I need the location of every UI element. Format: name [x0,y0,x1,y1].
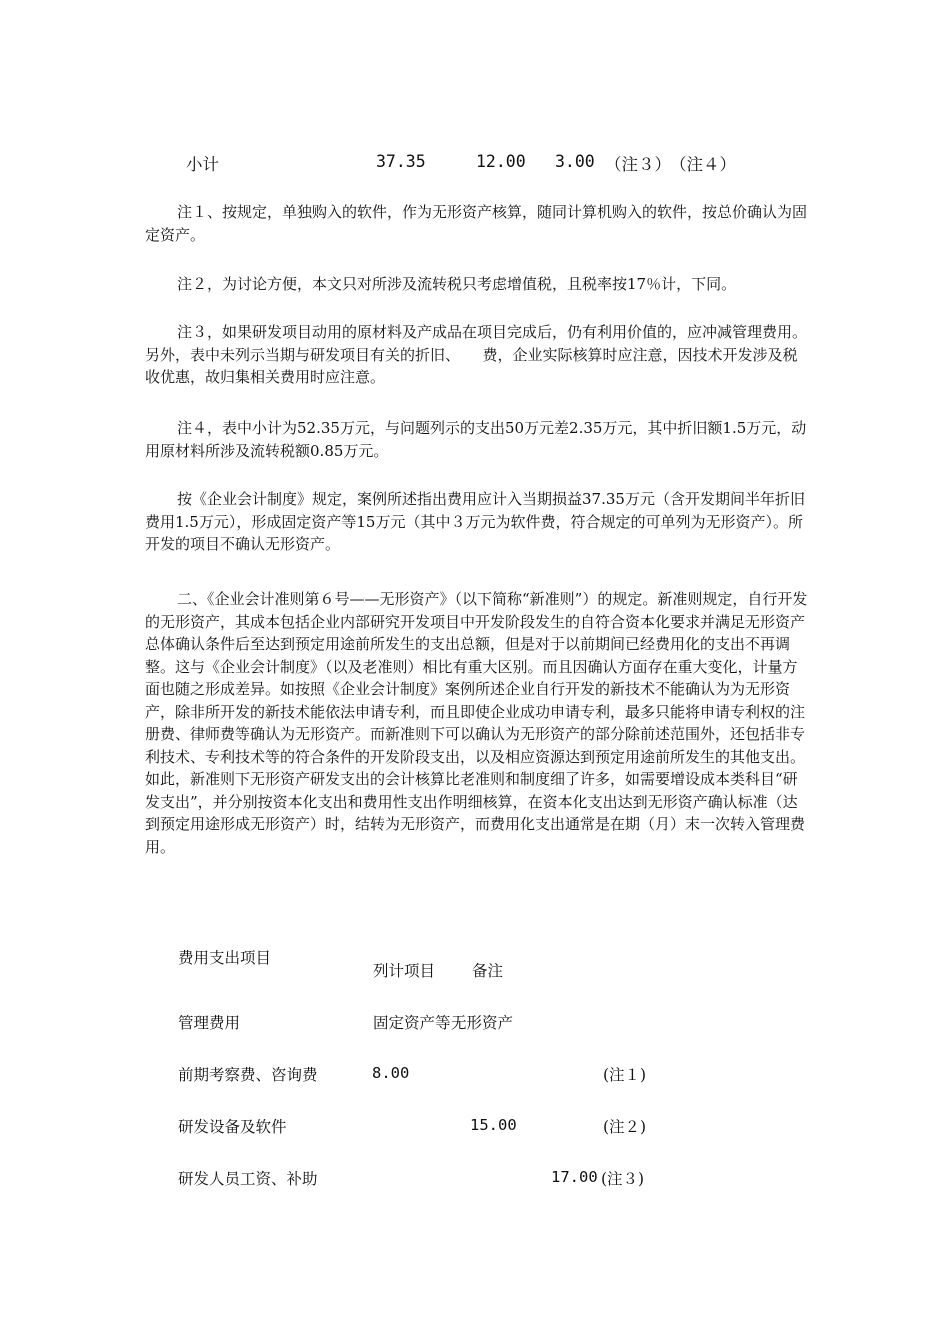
table-header-item: 费用支出项目 [178,949,272,967]
row-mgmt: 8.00 [372,1064,410,1082]
note-4-text: 注４，表中小计为52.35万元，与问题列示的支出50万元差2.35万元，其中折旧额1.5万元，动用原材料所涉及流转税额0.85万元。 [145,419,807,460]
note-2 [145,273,810,296]
table-header-remark: 备注 [472,962,504,980]
row-remark: (注２) [603,1118,647,1136]
row-item: 前期考察费、咨询费 [178,1066,318,1084]
table-header-listed: 列计项目 [373,962,436,980]
note-2-text: 注２，为讨论方便，本文只对所涉及流转税只考虑增值税，且税率按17％计，下同。 [177,275,737,293]
subtotal-value-2: 12.00 [476,152,526,171]
row-remark: (注１) [603,1066,647,1084]
note-1 [145,201,810,246]
row-item: 研发人员工资、补助 [178,1170,318,1188]
paragraph-enterprise-system [145,488,835,556]
subtotal-note-4: （注４） [670,155,736,174]
note-1-text: 注１、按规定，单独购入的软件，作为无形资产核算，随同计算机购入的软件，按总价确认为固定资产。 [145,203,808,244]
paragraph-new-standard [145,588,810,858]
subtotal-value-1: 37.35 [376,152,426,171]
table-subheader-intangible: 无形资产 [451,1014,514,1032]
row-intangible: 17.00 [551,1168,598,1186]
subtotal-label: 小计 [186,155,219,174]
table-subheader-fixed: 固定资产等 [373,1014,451,1032]
table-subheader-mgmt: 管理费用 [178,1014,241,1032]
note-4 [145,417,810,462]
paragraph-1-text: 按《企业会计制度》规定，案例所述指出费用应计入当期损益37.35万元（含开发期间半年折旧 费用1.5万元），形成固定资产等15万元（其中３万元为软件费，符合规定的可单列为无形资产）。所开发的项目不确认无形资产。 [145,490,835,553]
row-item: 研发设备及软件 [178,1118,287,1136]
note-3 [145,321,810,389]
subtotal-note-3: （注３） [605,155,671,174]
subtotal-value-3: 3.00 [555,152,595,171]
row-remark: (注３) [601,1170,645,1188]
paragraph-2-text: 二、《企业会计准则第６号——无形资产》（以下简称“新准则”）的规定。新准则规定，自行开发的无形资产，其成本包括企业内部研究开发项目中开发阶段发生的自符合资本化要求并满足无形资产总体确认条件后至达到预定用途前所发生的支出总额，但是对于以前期间已经费用化的支出不再调整。这与《企业会计制度》（以及老准则）相比有重大区别。而且因确认方面存在重大变化，计量方面也随之形成差异。如按照《企业会计制度》案例所述企业自行开发的新技术不能确认为为无形资产，除非所开发的新技术能依法申请专利，而且即使企业成功申请专利，最多只能将申请专利权的注册费、律师费等确认为无形资产。而新准则下可以确认为无形资产的部分除前述范围外，还包括非专利技术、专利技术等的符合条件的开发阶段支出，以及相应资源达到预定用途前所发生的其他支出。如此，新准则下无形资产研发支出的会计核算比老准则和制度细了许多，如需要增设成本类科目“研发支出”，并分别按资本化支出和费用性支出作明细核算，在资本化支出达到无形资产确认标准（达到预定用途形成无形资产）时，结转为无形资产，而费用化支出通常是在期（月）末一次转入管理费用。 [145,590,808,856]
row-fixed: 15.00 [470,1116,517,1134]
note-3-text: 注３，如果研发项目动用的原材料及产成品在项目完成后，仍有利用价值的，应冲减管理费用。另外，表中未列示当期与研发项目有关的折旧、 费，企业实际核算时应注意，因技术开发涉及税收优惠，故归集相关费用时应注意。 [145,323,808,386]
